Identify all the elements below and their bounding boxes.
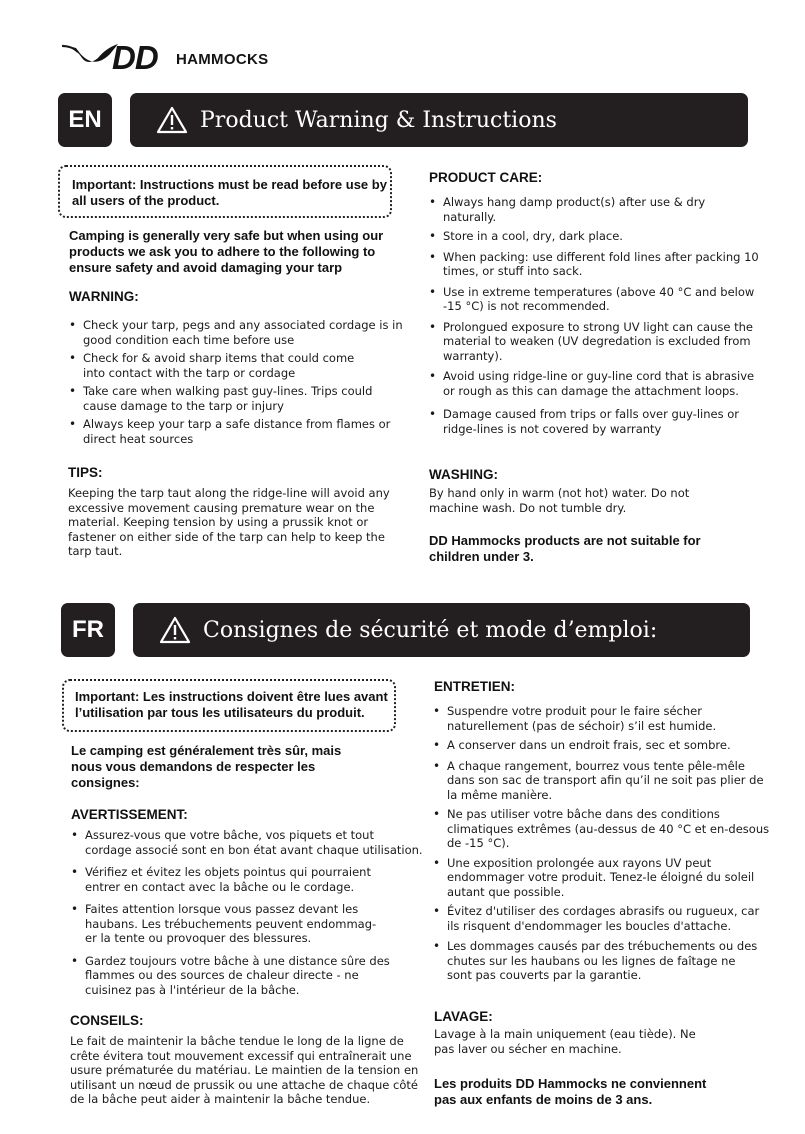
important-text-fr: Important: Les instructions doivent être lues avant l’utilisation par tous les utilisateurs du produit. — [75, 689, 388, 720]
warning-heading-fr: AVERTISSEMENT: — [71, 807, 188, 822]
washing-text-en: By hand only in warm (not hot) water. Do not machine wash. Do not tumble dry. — [429, 486, 690, 515]
intro-text-en: Camping is generally very safe but when using our products we ask you to adhere to the following to ensure safety and avoid damaging your tarp — [69, 228, 384, 275]
list-item: • Évitez d'utiliser des cordages abrasifs ou rugueux, car ils risquent d'endommager les boucles d'attache. — [433, 904, 769, 933]
care-list-en — [429, 195, 759, 436]
list-item: • Gardez toujours votre bâche à une distance sûre des flammes ou des sources de chaleur directe - ne cuisinez pas à l'intérieur de la bâche. — [71, 954, 423, 998]
list-item: • Une exposition prolongée aux rayons UV peut endommager votre produit. Tenez-le éloigné du soleil autant que possible. — [433, 856, 769, 900]
care-heading-fr: ENTRETIEN: — [434, 679, 515, 694]
list-item: • Check for & avoid sharp items that could come into contact with the tarp or cordage — [69, 351, 403, 380]
list-item: • Ne pas utiliser votre bâche dans des conditions climatiques extrêmes (au-dessus de 40 °C et en-desous de -15 °C). — [433, 807, 769, 851]
brand-word: HAMMOCKS — [176, 51, 269, 68]
tips-heading-en: TIPS: — [68, 465, 103, 480]
list-item: • Assurez-vous que votre bâche, vos piquets et tout cordage associé sont en bon état avant chaque utilisation. — [71, 828, 423, 857]
list-item: • Les dommages causés par des trébuchements ou des chutes sur les haubans ou les lignes de faîtage ne sont pas couverts par la garantie. — [433, 939, 769, 983]
list-item: • Store in a cool, dry, dark place. — [429, 229, 759, 244]
list-item: • Avoid using ridge-line or guy-line cord that is abrasive or rough as this can damage the attachment loops. — [429, 369, 759, 398]
care-list-fr — [433, 704, 769, 983]
washing-heading-fr: LAVAGE: — [434, 1009, 493, 1024]
washing-text-fr: Lavage à la main uniquement (eau tiède). Ne pas laver ou sécher en machine. — [434, 1027, 696, 1056]
washing-heading-en: WASHING: — [429, 467, 498, 482]
intro-text-fr: Le camping est généralement très sûr, mais nous vous demandons de respecter les consignes: — [71, 743, 342, 790]
important-text-en: Important: Instructions must be read before use by all users of the product. — [72, 177, 387, 208]
list-item: • Vérifiez et évitez les objets pointus qui pourraient entrer en contact avec la bâche ou le cordage. — [71, 865, 423, 894]
care-heading-en: PRODUCT CARE: — [429, 170, 543, 185]
list-item: • Prolongued exposure to strong UV light can cause the material to weaken (UV degredation is excluded from warranty). — [429, 320, 759, 364]
list-item: • Suspendre votre produit pour le faire sécher naturellement (pas de séchoir) s’il est humide. — [433, 704, 769, 733]
title-banner-en — [130, 93, 748, 147]
hammock-icon — [58, 40, 120, 76]
tips-heading-fr: CONSEILS: — [70, 1013, 144, 1028]
list-item: • A chaque rangement, bourrez vous tente pêle-mêle dans son sac de transport afin qu’il ne soit pas plier de la même manière. — [433, 759, 769, 803]
warning-triangle-icon — [156, 106, 188, 134]
language-code-fr: FR — [61, 603, 115, 657]
warning-list-en — [69, 318, 403, 446]
list-item: • Damage caused from trips or falls over guy-lines or ridge-lines is not covered by warranty — [429, 407, 759, 436]
page-title-en: Product Warning & Instructions — [200, 107, 557, 133]
warning-list-fr — [71, 828, 423, 997]
list-item: • When packing: use different fold lines after packing 10 times, or stuff into sack. — [429, 250, 759, 279]
page-title-fr: Consignes de sécurité et mode d’emploi: — [203, 617, 658, 643]
list-item: • Faites attention lorsque vous passez devant les haubans. Les trébuchements peuvent endommag- er la tente ou provoquer des blessures. — [71, 902, 423, 946]
list-item: • A conserver dans un endroit frais, sec et sombre. — [433, 738, 769, 753]
list-item: • Always keep your tarp a safe distance from flames or direct heat sources — [69, 417, 403, 446]
brand-logo — [58, 40, 298, 76]
language-code-en: EN — [58, 93, 112, 147]
title-banner-fr — [133, 603, 750, 657]
list-item: • Take care when walking past guy-lines. Trips could cause damage to the tarp or injury — [69, 384, 403, 413]
tips-text-en: Keeping the tarp taut along the ridge-line will avoid any excessive movement causing premature wear on the material. Keeping tension by using a prussik knot or fastener on either side of the tarp can help to keep the tarp taut. — [68, 486, 390, 558]
list-item: • Always hang damp product(s) after use & dry naturally. — [429, 195, 759, 224]
children-warning-fr: Les produits DD Hammocks ne conviennent pas aux enfants de moins de 3 ans. — [434, 1076, 707, 1107]
list-item: • Check your tarp, pegs and any associated cordage is in good condition each time before use — [69, 318, 403, 347]
warning-heading-en: WARNING: — [69, 289, 139, 304]
tips-text-fr: Le fait de maintenir la bâche tendue le long de la ligne de crête évitera tout mouvement excessif qui entraînerait une usure prématurée du matériau. Le maintien de la tension en utilisant un nœud de prussik ou une attache de chaque côté de la bâche peut aider à maintenir la bâche tendue. — [70, 1034, 419, 1106]
brand-mark: DD — [112, 39, 158, 76]
list-item: • Use in extreme temperatures (above 40 °C and below -15 °C) is not recommended. — [429, 285, 759, 314]
children-warning-en: DD Hammocks products are not suitable for children under 3. — [429, 533, 701, 564]
warning-triangle-icon — [159, 616, 191, 644]
